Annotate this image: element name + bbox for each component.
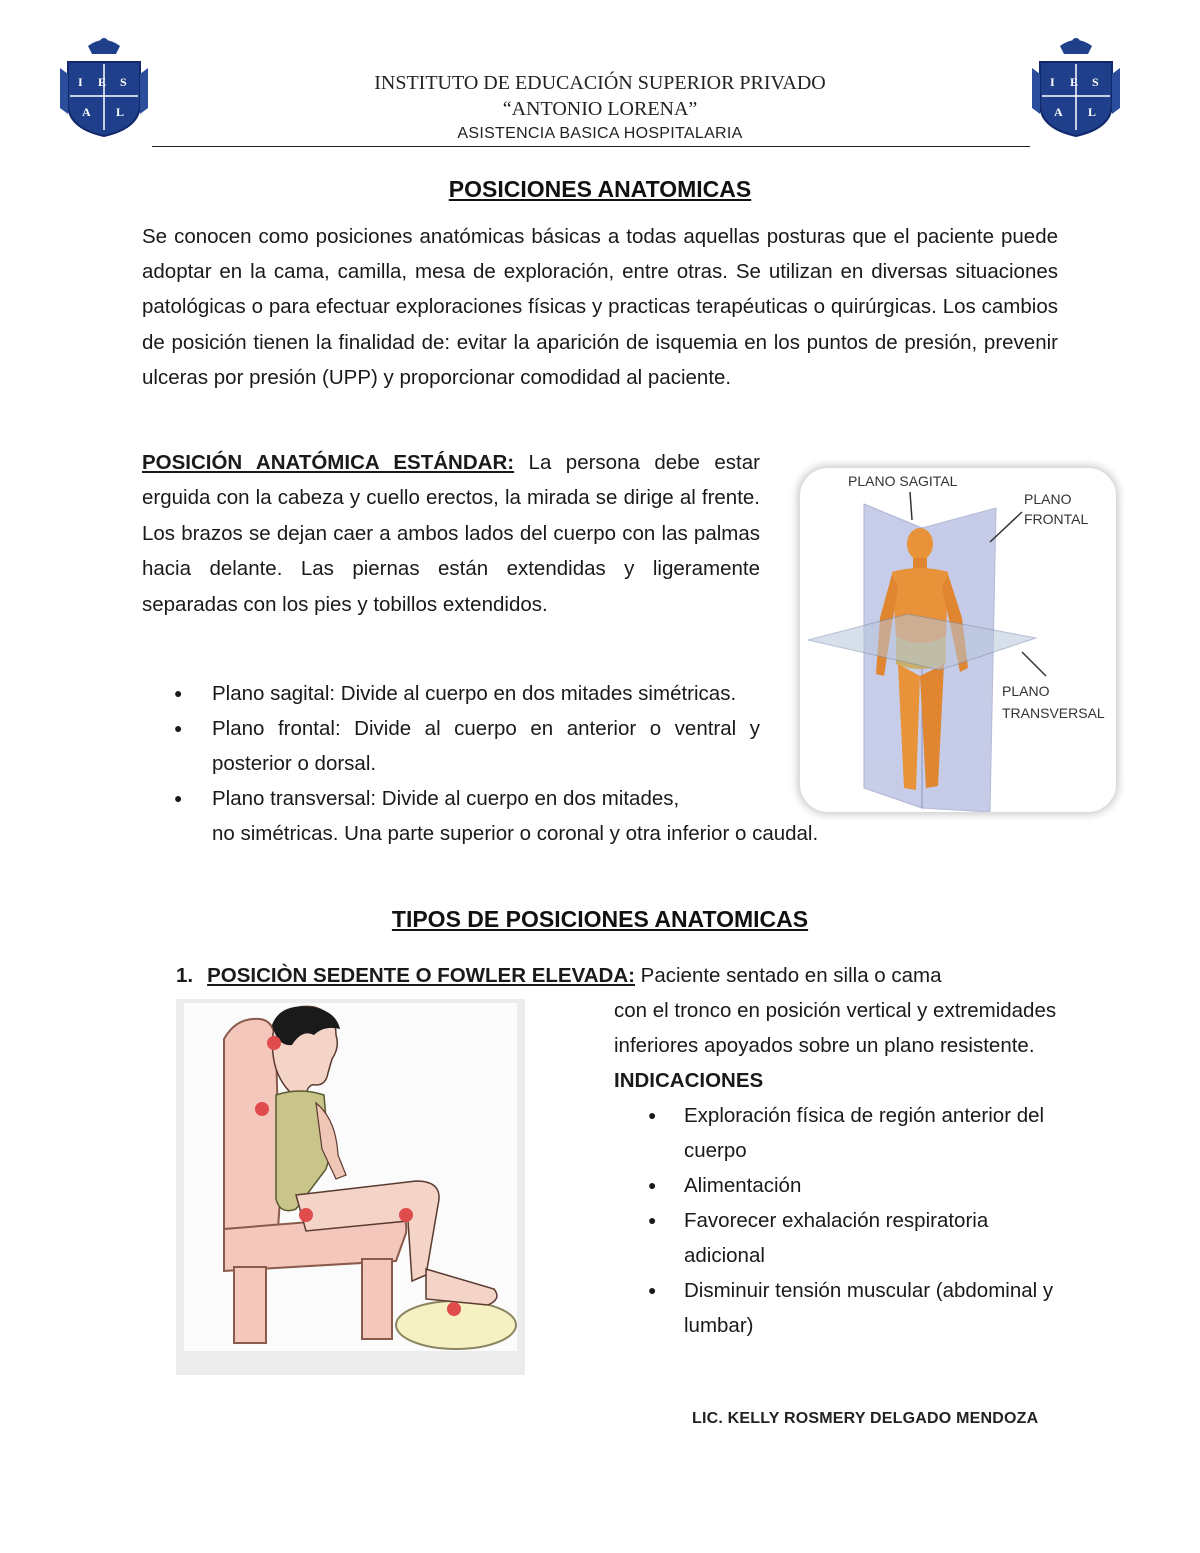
indications-list [614,1098,1064,1343]
list-item: ● Disminuir tensión muscular (abdominal y lumbar) [614,1273,1064,1343]
list-item-line1: ● Plano transversal: Divide al cuerpo en dos mitades, [212,787,680,810]
position-1-title: POSICIÒN SEDENTE O FOWLER ELEVADA: [207,964,635,987]
pressure-point [447,1302,461,1316]
program-name: ASISTENCIA BASICA HOSPITALARIA [457,125,743,142]
label-plano-frontal-1: PLANO [1024,491,1072,507]
author-footer: LIC. KELLY ROSMERY DELGADO MENDOZA [692,1410,1039,1427]
logo-letter-i: I [1050,75,1055,89]
list-item: ● Plano frontal: Divide al cuerpo en anterior o ventral y posterior o dorsal. [142,711,760,781]
header-divider [152,146,1030,147]
logo-letter-s: S [1092,75,1099,89]
list-item: ● Plano sagital: Divide al cuerpo en dos mitades simétricas. [142,676,760,711]
types-title: TIPOS DE POSICIONES ANATOMICAS [391,906,809,932]
standard-position-heading: POSICIÓN ANATÓMICA ESTÁNDAR: [142,451,515,474]
logo-letter-l: L [116,105,125,119]
institution-name-line2: “ANTONIO LORENA” [502,98,698,120]
pressure-point [299,1208,313,1222]
page-title: POSICIONES ANATOMICAS [448,176,752,202]
logo-letter-a: A [82,105,91,119]
logo-letter-a: A [1054,105,1063,119]
logo-letter-e: E [98,75,107,89]
label-plano-frontal-2: FRONTAL [1024,511,1089,527]
anatomical-planes-figure [800,468,1116,812]
position-1-details [614,993,1064,1343]
arrow-sagital [910,492,912,520]
fowler-position-figure [176,999,525,1375]
label-plano-sagital: PLANO SAGITAL [848,473,958,489]
position-1-description: con el tronco en posición vertical y extremidades inferiores apoyados sobre un plano resistente. [614,999,1057,1057]
logo-letter-l: L [1088,105,1097,119]
logo-letter-i: I [78,75,83,89]
list-item: ● Favorecer exhalación respiratoria adicional [614,1203,1064,1273]
standard-position-paragraph [142,445,760,622]
intro-paragraph: Se conocen como posiciones anatómicas básicas a todas aquellas posturas que el paciente puede adoptar en la cama, camilla, mesa de exploración, entre otras. Se utilizan en diversas situaciones patológicas o para efectuar exploraciones físicas y practicas terapéuticas o quirúrgicas. Los cambios de posición tienen la finalidad de: evitar la aparición de isquemia en los puntos de presión, prevenir ulceras por presión (UPP) y proporcionar comodidad al paciente. [142,225,1058,389]
logo-letter-s: S [120,75,127,89]
pressure-point [255,1102,269,1116]
transverse-plane [808,614,1036,670]
indications-title: INDICACIONES [614,1069,764,1092]
standard-position-text: La persona debe estar erguida con la cabeza y cuello erectos, la mirada se dirige al frente. Los brazos se dejan caer a ambos lados del cuerpo con las palmas hacia delante. Las piernas están extendidas y ligeramente separadas con los pies y tobillos extendidos. [142,451,760,616]
arrow-transversal [1022,652,1046,676]
list-item: ● Exploración física de región anterior del cuerpo [614,1098,1064,1168]
pressure-point [267,1036,281,1050]
pressure-point [399,1208,413,1222]
label-plano-transversal-1: PLANO [1002,683,1050,699]
list-item-line2: no simétricas. Una parte superior o coronal y otra inferior o caudal. [212,822,819,845]
logo-letter-e: E [1070,75,1079,89]
list-item: ● Alimentación [614,1168,1064,1203]
institution-name-line1: INSTITUTO DE EDUCACIÓN SUPERIOR PRIVADO [374,72,826,94]
position-1-heading [176,958,942,993]
label-plano-transversal-2: TRANSVERSAL [1002,705,1105,721]
position-1-number: 1. [176,964,194,987]
institute-logo-left [58,34,150,138]
position-1-text-first: Paciente sentado en silla o cama [634,964,942,987]
